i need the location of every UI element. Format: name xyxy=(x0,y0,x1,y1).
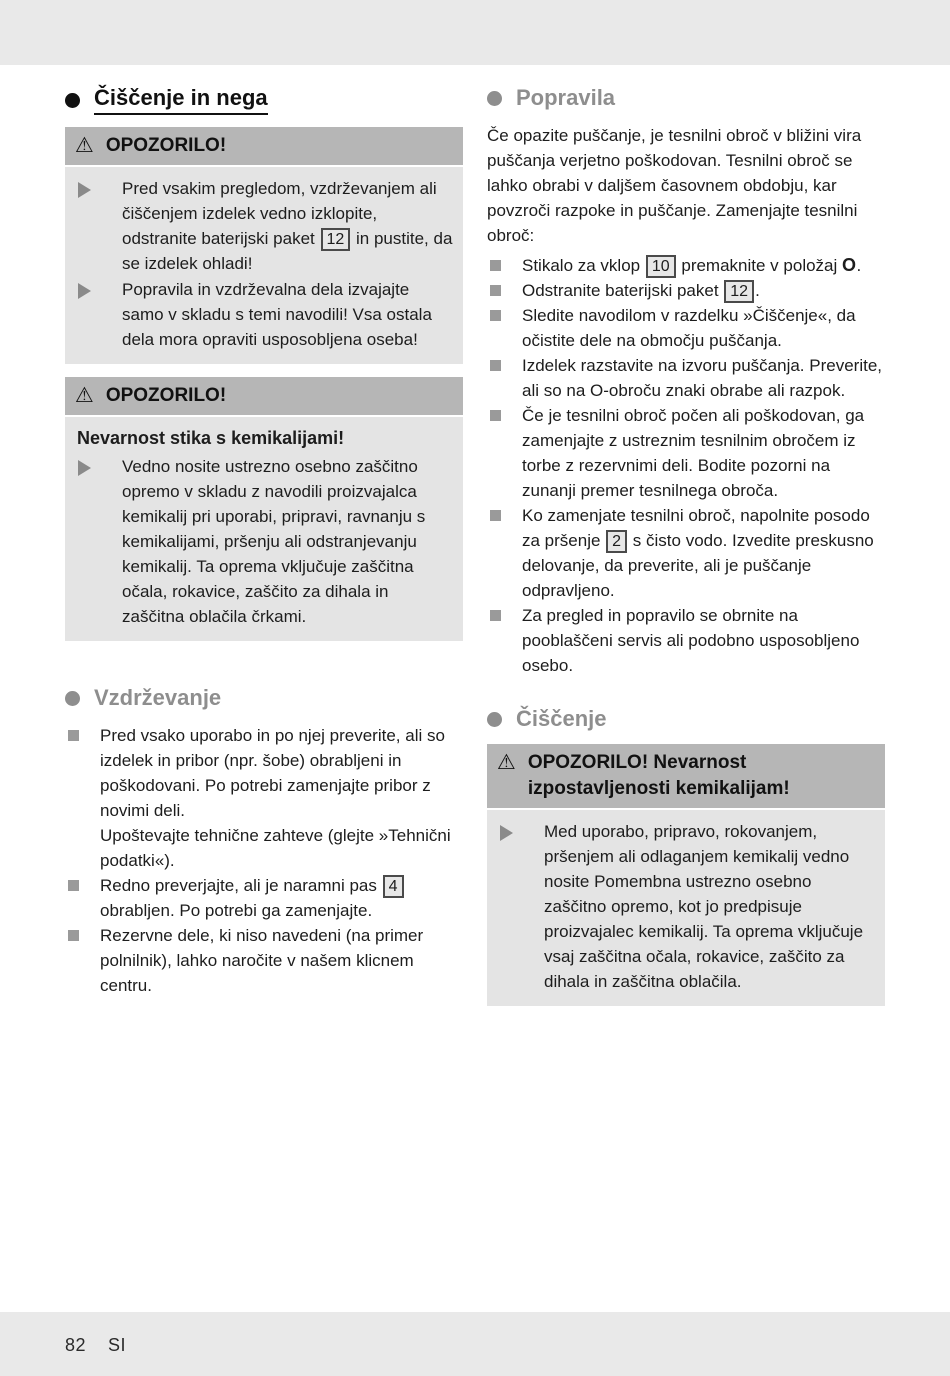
triangle-bullet-icon xyxy=(78,460,104,476)
list-item-text: Sledite navodilom v razdelku »Čiščenje«, da očistite dele na območju puščanja. xyxy=(522,306,856,350)
warning-item xyxy=(497,819,875,994)
page-footer xyxy=(0,1312,950,1376)
warning-box-chemical-exposure xyxy=(487,744,885,1006)
part-ref-box: 4 xyxy=(383,875,404,898)
list-item xyxy=(65,873,463,923)
list-item xyxy=(487,603,885,678)
section-heading-cleaning xyxy=(487,706,885,732)
warning-item-text: Med uporabo, pripravo, rokovanjem, pršenjem ali odlaganjem kemikalij vedno nosite Pomembna ustrezno osebno zaščitno opremo, kot jo predpisuje proizvajalec kemikalij. Ta oprema vključuje vsaj zaščitna očala, rokavice, zaščito za dihala in zaščitna oblačila. xyxy=(544,822,864,991)
warning-body xyxy=(65,167,463,364)
top-margin-band xyxy=(0,0,950,65)
section-heading-cleaning-care xyxy=(65,85,463,115)
square-bullet-icon xyxy=(490,260,501,271)
section-bullet-icon xyxy=(487,91,502,106)
list-item xyxy=(487,503,885,603)
list-item-text: Ko zamenjate tesnilni obroč, napolnite posodo za pršenje 2 s čisto vodo. Izvedite preskusno delovanje, da preverite, ali je puščanje odpravljeno. xyxy=(522,506,874,600)
part-ref-box: 10 xyxy=(646,255,676,278)
list-item-text: Rezervne dele, ki niso navedeni (na primer polnilnik), lahko naročite v našem klicnem centru. xyxy=(100,926,424,995)
square-bullet-icon xyxy=(490,310,501,321)
right-column xyxy=(487,85,885,1019)
square-bullet-icon xyxy=(490,610,501,621)
warning-triangle-icon: ⚠ xyxy=(75,134,94,157)
warning-header xyxy=(65,377,463,415)
section-heading-text: Popravila xyxy=(516,85,616,110)
list-item-text: Za pregled in popravilo se obrnite na pooblaščeni servis ali podobno usposobljeno osebo. xyxy=(522,606,860,675)
warning-item xyxy=(75,454,453,629)
list-item-text: Pred vsako uporabo in po njej preverite, ali so izdelek in pribor (npr. šobe) obrabljeni in poškodovani. Po potrebi zamenjajte pribor z novimi deli. Upoštevajte tehnične zahteve (glejte »Tehnični podatki«). xyxy=(100,726,451,870)
repairs-intro-paragraph: Če opazite puščanje, je tesnilni obroč v bližini vira puščanja verjetno poškodovan. Tesnilni obroč se lahko obrabi v daljšem časovnem obdobju, kar povzroči razpoke in puščanje. Zamenjajte tesnilni obroč: xyxy=(487,126,862,245)
list-item-text: Redno preverjajte, ali je naramni pas 4 obrabljen. Po potrebi ga zamenjajte. xyxy=(100,873,463,923)
square-bullet-icon xyxy=(68,880,79,891)
warning-body xyxy=(487,810,885,1006)
square-bullet-icon xyxy=(68,930,79,941)
square-bullet-icon xyxy=(490,285,501,296)
warning-item-text: Pred vsakim pregledom, vzdrževanjem ali čiščenjem izdelek vedno izklopite, odstranite baterijski paket 12 in pustite, da se izdelek ohladi! xyxy=(122,179,453,273)
section-heading-repairs xyxy=(487,85,885,111)
section-bullet-icon xyxy=(65,93,80,108)
part-ref-box: 2 xyxy=(606,530,627,553)
warning-item xyxy=(75,176,453,276)
square-bullet-icon xyxy=(490,510,501,521)
triangle-bullet-icon xyxy=(500,825,526,841)
warning-triangle-icon: ⚠ xyxy=(497,751,516,774)
square-bullet-icon xyxy=(68,730,79,741)
section-bullet-icon xyxy=(487,712,502,727)
triangle-bullet-icon xyxy=(78,182,104,198)
square-bullet-icon xyxy=(490,360,501,371)
section-heading-text: Vzdrževanje xyxy=(94,685,222,710)
page-content xyxy=(0,65,950,1019)
page-number: 82 xyxy=(65,1335,87,1355)
left-column xyxy=(65,85,463,1019)
part-ref-box: 12 xyxy=(321,228,351,251)
warning-item-text: Vedno nosite ustrezno osebno zaščitno opremo v skladu z navodili proizvajalca kemikalij pri uporabi, pripravi, ravnanju s kemikalijami, pršenju ali odstranjevanju kemikalij. Ta oprema vključuje zaščitna očala, rokavice, zaščito za dihala in zaščitna oblačila črkami. xyxy=(122,457,426,626)
section-heading-maintenance xyxy=(65,685,463,711)
warning-box-chemicals xyxy=(65,377,463,641)
warning-title: OPOZORILO! xyxy=(105,135,227,156)
warning-header xyxy=(65,127,463,165)
warning-triangle-icon: ⚠ xyxy=(75,384,94,407)
warning-body xyxy=(65,417,463,641)
list-item xyxy=(487,353,885,403)
list-item-text: Stikalo za vklop 10 premaknite v položaj O. xyxy=(522,253,885,278)
power-off-symbol: O xyxy=(842,255,857,275)
section-heading-text: Čiščenje in nega xyxy=(94,85,268,115)
list-item xyxy=(65,723,463,873)
part-ref-box: 12 xyxy=(724,280,754,303)
maintenance-list xyxy=(65,723,463,998)
warning-box-general-1 xyxy=(65,127,463,364)
list-item-text: Odstranite baterijski paket 12 . xyxy=(522,278,885,303)
warning-header xyxy=(487,744,885,808)
warning-item-text: Popravila in vzdrževalna dela izvajajte samo v skladu s temi navodili! Vsa ostala dela mora opraviti usposobljena oseba! xyxy=(122,280,432,349)
list-item xyxy=(487,403,885,503)
list-item-text: Izdelek razstavite na izvoru puščanja. Preverite, ali so na O-obroču znaki obrabe ali razpok. xyxy=(522,356,883,400)
repairs-list xyxy=(487,253,885,678)
section-bullet-icon xyxy=(65,691,80,706)
list-item-text: Če je tesnilni obroč počen ali poškodovan, ga zamenjajte z ustreznim tesnilnim obročem iz torbe z rezervnimi deli. Bodite pozorni na zunanji premer tesnilnega obroča. xyxy=(522,406,865,500)
list-item xyxy=(65,923,463,998)
square-bullet-icon xyxy=(490,410,501,421)
list-item xyxy=(487,303,885,353)
triangle-bullet-icon xyxy=(78,283,104,299)
list-item xyxy=(487,253,885,278)
warning-title: OPOZORILO! xyxy=(105,385,227,406)
warning-title: OPOZORILO! Nevarnost izpostavljenosti kemikalijam! xyxy=(527,752,790,799)
warning-subtitle: Nevarnost stika s kemikalijami! xyxy=(77,428,345,448)
list-item xyxy=(487,278,885,303)
warning-item xyxy=(75,277,453,352)
section-heading-text: Čiščenje xyxy=(516,706,607,731)
language-code: SI xyxy=(108,1335,127,1355)
